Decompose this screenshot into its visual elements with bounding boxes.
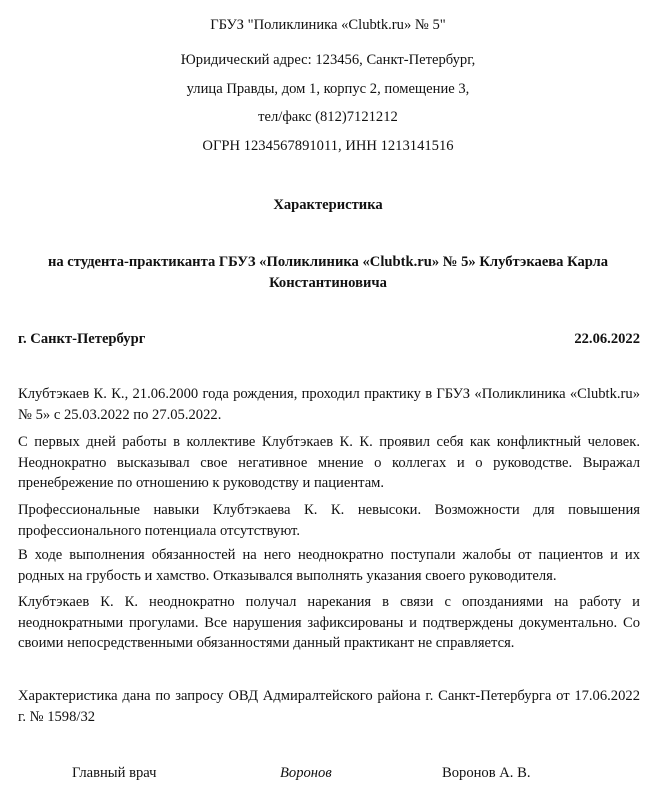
address-line-1: Юридический адрес: 123456, Санкт-Петербург, xyxy=(180,52,476,68)
document-place: г. Санкт-Петербург xyxy=(18,331,146,347)
paragraph-5: Клубтэкаев К. К. неоднократно получал нарекания в связи с опозданиями на работу и неоднократными прогулами. Все нарушения зафиксированы и подтверждены документально. Со своими непосредственными обязанностями данный практикант не справляется. xyxy=(18,594,640,651)
paragraph-3: Профессиональные навыки Клубтэкаева К. К. невысоки. Возможности для повышения профессионального потенциала отсутствуют. xyxy=(18,502,640,539)
document-date: 22.06.2022 xyxy=(574,331,640,347)
footer-note: Характеристика дана по запросу ОВД Адмиралтейского района г. Санкт-Петербурга от 17.06.2022 г. № 1598/32 xyxy=(18,688,640,725)
phone-fax: тел/факс (812)7121212 xyxy=(258,109,398,125)
document-title: Характеристика xyxy=(273,197,383,213)
address-line-2: улица Правды, дом 1, корпус 2, помещение 3, xyxy=(186,81,470,97)
paragraph-2: С первых дней работы в коллективе Клубтэкаев К. К. проявил себя как конфликтный человек. Неоднократно высказывал свое негативное мнение о коллегах и о руководстве. Выражал пренебрежение по отношению к руководству и пациентам. xyxy=(18,434,640,491)
signature-full-name: Воронов А. В. xyxy=(442,765,531,781)
registration-numbers: ОГРН 1234567891011, ИНН 1213141516 xyxy=(202,138,454,154)
paragraph-4: В ходе выполнения обязанностей на него неоднократно поступали жалобы от пациентов и их родных на грубость и хамство. Отказывался выполнять указания своего руководителя. xyxy=(18,547,640,584)
paragraph-1: Клубтэкаев К. К., 21.06.2000 года рождения, проходил практику в ГБУЗ «Поликлиника «Clubtk.ru» № 5» с 25.03.2022 по 27.05.2022. xyxy=(18,386,640,423)
signature-position: Главный врач xyxy=(72,765,157,781)
org-name: ГБУЗ "Поликлиника «Clubtk.ru» № 5" xyxy=(210,17,446,33)
signature-handwritten: Воронов xyxy=(280,765,332,781)
document-subtitle: на студента-практиканта ГБУЗ «Поликлиника «Clubtk.ru» № 5» Клубтэкаева Карла Константиновича xyxy=(47,254,609,291)
